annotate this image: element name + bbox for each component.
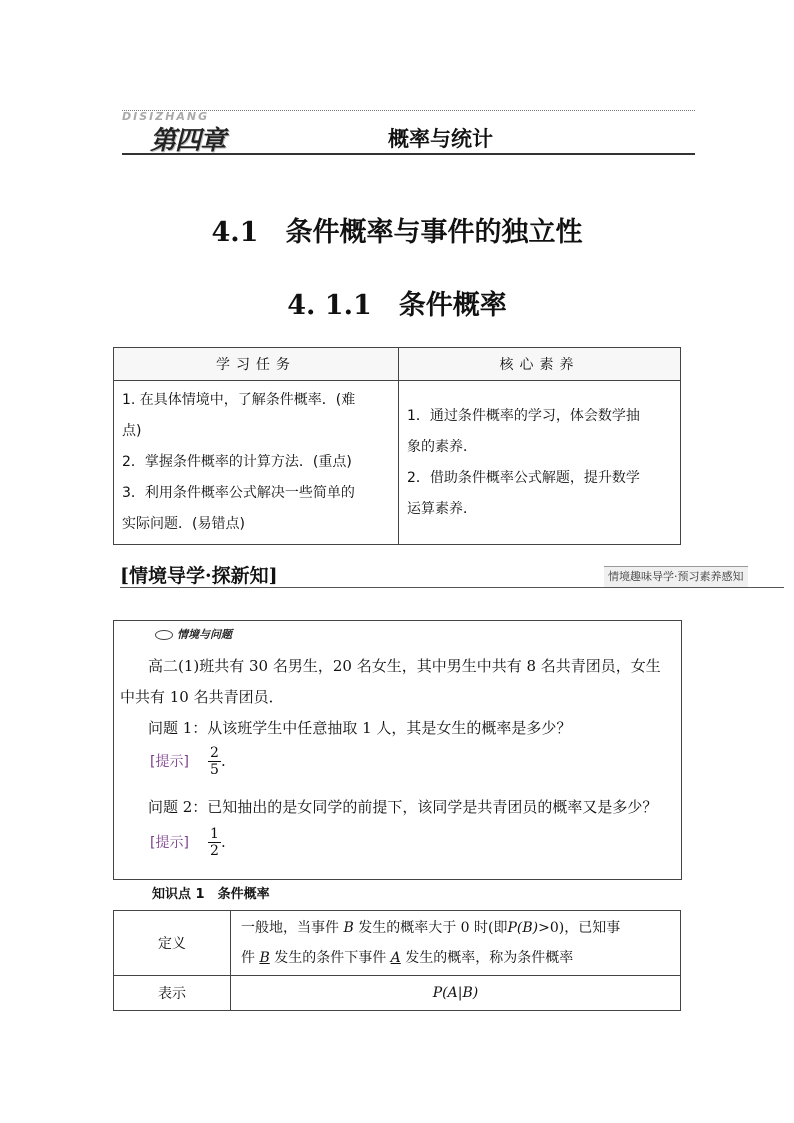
answer-2	[150, 826, 226, 859]
scenario-heading-text: 情境与问题	[177, 628, 232, 641]
task-line: 2．掌握条件概率的计算方法．(重点)	[122, 454, 352, 470]
task-line: 3．利用条件概率公式解决一些简单的	[122, 485, 355, 501]
question-1: 问题 1：从该班学生中任意抽取 1 人，其是女生的概率是多少？	[148, 719, 572, 737]
task-line: 点)	[122, 423, 142, 439]
def-event-b: B	[343, 920, 354, 936]
fraction-answer-1	[208, 745, 221, 778]
def-text-part: 发生的概率，称为条件概率	[405, 950, 574, 966]
task-line: 1. 在具体情境中，了解条件概率．(难	[122, 392, 356, 408]
definition-label: 定义	[114, 911, 231, 976]
notation-label: 表示	[114, 976, 231, 1011]
fraction-numerator: 2	[210, 745, 219, 761]
section-bar-rule	[120, 587, 784, 588]
knowledge-point-title: 知识点 1 条件概率	[152, 887, 270, 902]
subsection-title: 4. 1.1 条件概率	[287, 290, 507, 321]
fraction-denominator: 5	[210, 762, 219, 778]
literacy-line: 运算素养．	[407, 500, 477, 517]
chapter-pinyin: DISIZHANG	[122, 110, 210, 123]
def-text-part: >0)，已知事	[538, 920, 621, 936]
definition-table	[113, 910, 681, 1011]
literacy-line: 1．通过条件概率的学习，体会数学抽	[407, 407, 640, 424]
def-event-a-underlined: A	[390, 950, 401, 966]
scenario-heading	[155, 626, 232, 642]
answer-1	[150, 745, 226, 778]
definition-text	[231, 911, 681, 976]
def-text-part: 发生的条件下事件	[274, 950, 387, 966]
question-2: 问题 2：已知抽出的是女同学的前提下，该同学是共青团员的概率又是多少？	[148, 798, 658, 816]
section-bar-tag: 情境趣味导学·预习素养感知	[604, 566, 748, 587]
fraction-denominator: 2	[210, 843, 219, 859]
hint-label: [提示]	[150, 754, 189, 770]
objectives-table	[113, 347, 681, 545]
task-line: 实际问题．(易错点)	[122, 516, 245, 532]
fraction-answer-2	[208, 826, 221, 859]
def-event-b-underlined: B	[259, 950, 270, 966]
section-title: 4.1 条件概率与事件的独立性	[211, 217, 583, 248]
hint-label: [提示]	[150, 835, 189, 851]
chapter-label: 第四章	[150, 126, 226, 156]
fraction-numerator: 1	[210, 826, 219, 842]
tasks-cell	[114, 381, 399, 545]
section-bar-title: [情境导学·探新知]	[120, 565, 278, 587]
scenario-para-line2: 中共有 10 名共青团员．	[120, 688, 284, 706]
scenario-para-line1: 高二(1)班共有 30 名男生，20 名女生，其中男生中共有 8 名共青团员，女生	[148, 657, 661, 675]
literacy-line: 2．借助条件概率公式解题，提升数学	[407, 469, 640, 486]
scenario-icon	[155, 630, 173, 640]
literacy-cell	[399, 381, 681, 545]
def-text-part: 件	[241, 950, 255, 966]
literacy-header: 核心素养	[399, 348, 681, 381]
header-rule	[122, 153, 695, 155]
answer-period: .	[220, 752, 226, 770]
def-text-part: 一般地，当事件	[241, 920, 339, 936]
def-prob-b: P(B)	[507, 920, 539, 936]
def-text-part: 发生的概率大于 0 时(即	[358, 920, 508, 936]
notation-value: P(A|B)	[231, 976, 681, 1011]
tasks-header: 学习任务	[114, 348, 399, 381]
answer-period: .	[220, 833, 226, 851]
chapter-subject: 概率与统计	[388, 126, 493, 151]
literacy-line: 象的素养．	[407, 438, 477, 455]
